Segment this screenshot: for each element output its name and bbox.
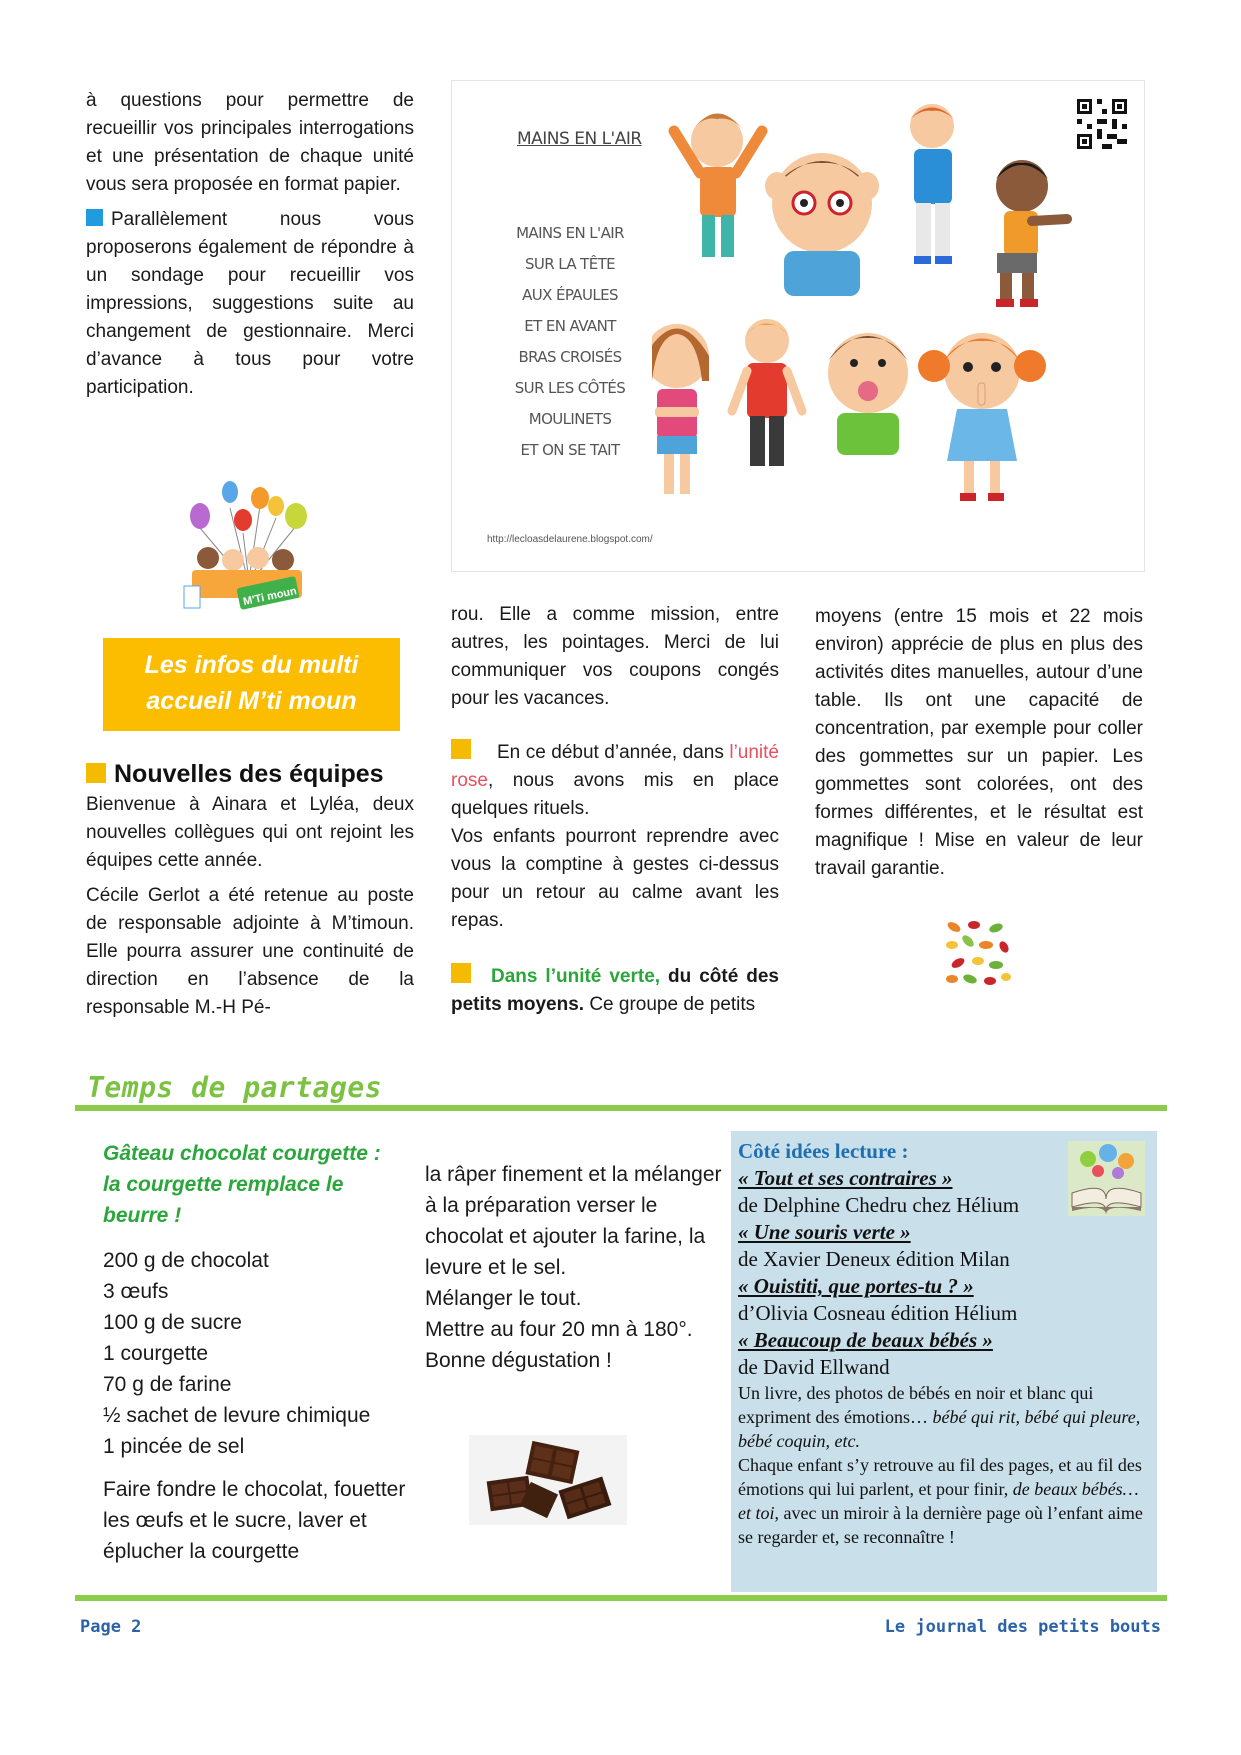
book-author: de David Ellwand: [738, 1355, 890, 1379]
rose-intro-text: En ce début d’année, dans: [497, 742, 730, 763]
equipes-heading-text: Nouvelles des équipes: [114, 760, 384, 788]
comptine-poster: [451, 80, 1145, 572]
logo-text: M'Ti moun: [242, 585, 298, 609]
poster-line: BRAS CROISÉS: [518, 348, 622, 366]
book-author: d’Olivia Cosneau édition Hélium: [738, 1301, 1018, 1325]
book-author: de Xavier Deneux édition Milan: [738, 1247, 1010, 1271]
desc1-italic: bébé qui rit, bébé qui pleure, bébé coquin, etc.: [738, 1407, 1141, 1451]
recipe-step-2: la râper finement et la mélanger à la préparation verser le chocolat et ajouter la farine, la levure et le sel.: [425, 1163, 722, 1279]
intro-paragraph-2: [86, 206, 414, 402]
kid-arms-forward-icon: [996, 160, 1067, 307]
ingredient-item: 100 g de sucre: [103, 1311, 242, 1334]
yellow-square-bullet: [451, 739, 471, 759]
poster-lines: [500, 218, 640, 466]
book-title: « Ouistiti, que portes-tu ? »: [738, 1274, 974, 1298]
middle-paragraph-4: [451, 963, 779, 1019]
ingredient-item: 200 g de chocolat: [103, 1249, 269, 1272]
recipe-steps: [425, 1159, 725, 1376]
qr-code-icon: [1077, 99, 1127, 149]
journal-name: Le journal des petits bouts: [884, 1617, 1161, 1637]
footer-divider: [75, 1595, 1167, 1601]
kid-hands-on-shoulders-icon: [910, 104, 954, 264]
lecture-ideas-box: [731, 1131, 1157, 1592]
right-paragraph-1: moyens (entre 15 mois et 22 mois environ) apprécie de plus en plus des activités dites manuelles, autour d’une table. Ils ont une capacité de concentration, par exemple pour coller des gommettes sur un papier. Les gommettes sont colorées, ont des formes différentes, et le résultat est magnifique ! Mise en valeur de leur travail garantie.: [815, 606, 1143, 879]
unite-verte-label: Dans l’unité verte,: [491, 966, 661, 987]
desc2-italic: de beaux bébés…et toi: [738, 1479, 1139, 1523]
middle-paragraph-3: Vos enfants pourront reprendre avec vous la comptine à gestes ci-dessus pour un retour au calme avant les repas.: [451, 826, 779, 931]
intro-paragraph-2-text: Parallèlement nous vous proposerons également de répondre à un sondage pour recueillir vos impressions, suggestions suite au changement de gestionnaire. Merci d’avance à tous pour votre participation.: [86, 209, 414, 398]
mtimoun-box-line-2: accueil M’ti moun: [146, 687, 357, 715]
poster-line: MAINS EN L'AIR: [516, 224, 624, 242]
desc1-text: Un livre, des photos de bébés en noir et blanc qui expriment des émotions…: [738, 1383, 1094, 1427]
right-column: [815, 603, 1143, 890]
poster-line: ET ON SE TAIT: [520, 441, 620, 459]
ingredient-item: 1 courgette: [103, 1342, 209, 1365]
recipe-step-1: Faire fondre le chocolat, fouetter les œufs et le sucre, laver et éplucher la courgette: [103, 1478, 406, 1563]
kid-arms-up-icon: [674, 114, 762, 258]
mtimoun-info-box: [103, 638, 400, 731]
book-description-1: [738, 1381, 1149, 1453]
kid-finger-on-lips-icon: [918, 333, 1046, 501]
rose-rest-text: , nous avons mis en place quelques rituels.: [451, 770, 779, 819]
equipes-heading: [86, 759, 414, 789]
intro-column: [86, 87, 414, 409]
page-number: Page 2: [80, 1617, 142, 1637]
recipe-step-5: Bonne dégustation !: [425, 1349, 612, 1372]
lecture-heading: Côté idées lecture :: [738, 1139, 909, 1163]
blue-square-bullet: [86, 209, 103, 226]
book-description-2: [738, 1453, 1149, 1549]
petits-moyens-label: du côté des petits moyens.: [451, 966, 779, 1015]
autumn-leaves-image: [944, 919, 1012, 987]
ingredient-item: ½ sachet de levure chimique: [103, 1404, 371, 1427]
recipe-step-3: Mélanger le tout.: [425, 1287, 582, 1310]
poster-line: AUX ÉPAULES: [522, 286, 618, 304]
poster-line: MOULINETS: [528, 410, 612, 428]
kid-arms-crossed-icon: [652, 324, 709, 494]
equipes-column: [86, 759, 414, 1029]
recipe-step-4: Mettre au four 20 mn à 180°.: [425, 1318, 693, 1341]
ingredient-item: 3 œufs: [103, 1280, 169, 1303]
verte-rest-text: Ce groupe de petits: [584, 994, 756, 1015]
recipe-ingredients: [103, 1245, 413, 1567]
poster-line: SUR LES CÔTÉS: [514, 379, 626, 397]
chocolate-image: [469, 1435, 627, 1525]
mtimoun-logo: [178, 478, 313, 618]
intro-paragraph-1: à questions pour permettre de recueillir vos principales interrogations et une présentation de chaque unité vous sera proposée en format papier.: [86, 90, 414, 195]
ingredient-item: 70 g de farine: [103, 1373, 232, 1396]
poster-line: SUR LA TÊTE: [524, 255, 616, 273]
equipes-paragraph-2: Cécile Gerlot a été retenue au poste de responsable adjointe à M’timoun. Elle pourra assurer une continuité de direction en l’absence de la responsable M.-H Pé-: [86, 885, 414, 1018]
section-divider: [75, 1105, 1167, 1111]
kid-puffed-cheeks-icon: [828, 333, 908, 455]
desc2-end: , avec un miroir à la dernière page où l’enfant aime se regarder et, se reconnaître !: [738, 1503, 1143, 1547]
mtimoun-box-line-1: Les infos du multi: [144, 651, 359, 679]
middle-column: [451, 601, 779, 1026]
poster-url: http://lecloasdelaurene.blogspot.com/: [487, 534, 653, 545]
ingredient-item: 1 pincée de sel: [103, 1435, 245, 1458]
unite-rose-label: l’unité rose: [451, 742, 779, 791]
book-title: « Tout et ses contraires »: [738, 1166, 953, 1190]
desc2-text: Chaque enfant s’y retrouve au fil des pages, et au fil des émotions qui lui parlent, et pour finir,: [738, 1455, 1142, 1499]
recipe-title: Gâteau chocolat courgette : la courgette remplace le beurre !: [103, 1142, 381, 1227]
partages-title: Temps de partages: [87, 1071, 383, 1104]
open-book-icon: [1068, 1141, 1145, 1216]
kid-arms-sides-icon: [732, 319, 802, 466]
yellow-square-bullet: [451, 963, 471, 983]
book-author: de Delphine Chedru chez Hélium: [738, 1193, 1020, 1217]
poster-title: MAINS EN L'AIR: [517, 129, 642, 149]
middle-paragraph-1: rou. Elle a comme mission, entre autres, les pointages. Merci de lui communiquer vos coupons congés pour les vacances.: [451, 604, 779, 709]
equipes-paragraph-1: Bienvenue à Ainara et Lyléa, deux nouvelles collègues qui ont rejoint les équipes cette année.: [86, 794, 414, 871]
book-title: « Beaucoup de beaux bébés »: [738, 1328, 993, 1352]
children-illustration: [652, 91, 1072, 551]
kid-hands-on-head-icon: [765, 153, 879, 296]
book-title: « Une souris verte »: [738, 1220, 911, 1244]
yellow-square-bullet: [86, 763, 106, 783]
middle-paragraph-2: [451, 739, 779, 823]
poster-line: ET EN AVANT: [524, 317, 616, 335]
